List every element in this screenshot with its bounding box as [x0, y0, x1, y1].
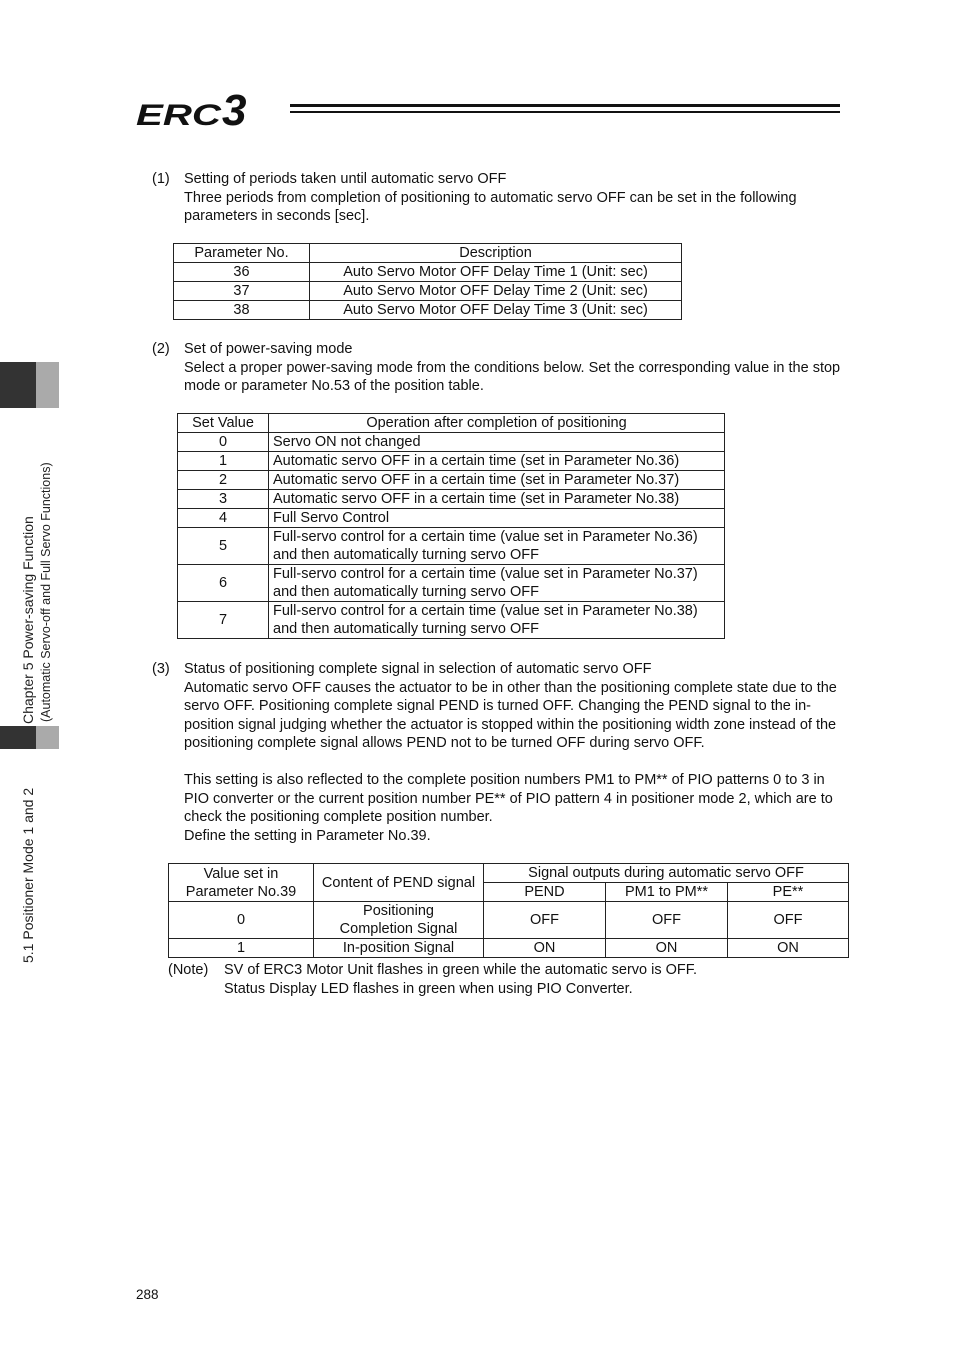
table-cell: OFF: [484, 902, 606, 939]
header-cell: Description: [310, 244, 682, 263]
parameter-table: [173, 243, 682, 320]
table-cell: 0: [178, 433, 269, 452]
table-cell: 5: [178, 528, 269, 565]
table-cell: Full-servo control for a certain time (value set in Parameter No.37) and then automatically turning servo OFF: [269, 565, 725, 602]
section-2-number: (2): [152, 341, 170, 357]
section-3-body-1: Automatic servo OFF causes the actuator to be in other than the positioning complete state due to the servo OFF. Positioning complete signal PEND is turned OFF. Changing the PEND signal to the in-position signal judging whether the actuator is stopped within the positioning width zone instead of the positioning complete signal allows PEND not to be turned OFF during servo OFF.: [184, 679, 837, 751]
table-cell: 37: [174, 282, 310, 301]
svg-text:3: 3: [222, 92, 247, 130]
header-cell: Parameter No.: [174, 244, 310, 263]
section-1-title: Setting of periods taken until automatic servo OFF: [184, 171, 507, 187]
table-cell: ON: [606, 939, 728, 958]
pend-signal-table: [168, 863, 849, 958]
table-row: [178, 433, 725, 452]
note-label: (Note): [168, 962, 209, 978]
table-row: [169, 902, 849, 939]
table-header-row: [169, 864, 849, 883]
table-cell: In-position Signal: [314, 939, 484, 958]
section-3-body-3: Define the setting in Parameter No.39.: [184, 827, 431, 844]
table-cell: Full-servo control for a certain time (value set in Parameter No.38) and then automatically turning servo OFF: [269, 602, 725, 639]
table-row: [174, 301, 682, 320]
note-line-2: Status Display LED flashes in green when using PIO Converter.: [224, 980, 633, 997]
section-tab-grey: [36, 726, 59, 749]
table-row: [178, 565, 725, 602]
header-cell: PM1 to PM**: [606, 883, 728, 902]
table-row: [178, 452, 725, 471]
table-cell: 36: [174, 263, 310, 282]
table-cell: Auto Servo Motor OFF Delay Time 1 (Unit: sec): [310, 263, 682, 282]
side-chapter-subtitle: (Automatic Servo-off and Full Servo Functions): [39, 462, 53, 722]
table-cell: 0: [169, 902, 314, 939]
header-cell: Content of PEND signal: [314, 864, 484, 902]
table-cell: Positioning Completion Signal: [314, 902, 484, 939]
side-section-title: 5.1 Positioner Mode 1 and 2: [20, 787, 36, 963]
table-cell: Automatic servo OFF in a certain time (set in Parameter No.37): [269, 471, 725, 490]
header-cell: PE**: [728, 883, 849, 902]
table-row: [178, 490, 725, 509]
table-row: [178, 602, 725, 639]
header-cell: PEND: [484, 883, 606, 902]
table-cell: Auto Servo Motor OFF Delay Time 3 (Unit: sec): [310, 301, 682, 320]
section-3-number: (3): [152, 661, 170, 677]
table-cell: Automatic servo OFF in a certain time (set in Parameter No.38): [269, 490, 725, 509]
table-row: [174, 282, 682, 301]
table-cell: Auto Servo Motor OFF Delay Time 2 (Unit: sec): [310, 282, 682, 301]
section-tab-dark: [0, 726, 36, 749]
table-cell: 1: [178, 452, 269, 471]
header-cell: Value set in Parameter No.39: [169, 864, 314, 902]
table-cell: 1: [169, 939, 314, 958]
table-cell: 38: [174, 301, 310, 320]
page-number: 288: [136, 1287, 159, 1302]
table-header-row: [178, 414, 725, 433]
table-cell: ON: [728, 939, 849, 958]
erc3-logo: [136, 92, 281, 130]
note-line-1: SV of ERC3 Motor Unit flashes in green while the automatic servo is OFF.: [224, 962, 698, 978]
svg-text:ERC: ERC: [136, 99, 223, 130]
table-cell: OFF: [728, 902, 849, 939]
section-2-title: Set of power-saving mode: [184, 341, 353, 357]
header-cell: Signal outputs during automatic servo OFF: [484, 864, 849, 883]
power-saving-mode-table: [177, 413, 725, 639]
table-row: [178, 528, 725, 565]
header-cell: Operation after completion of positioning: [269, 414, 725, 433]
table-row: [178, 471, 725, 490]
table-row: [178, 509, 725, 528]
chapter-tab-dark: [0, 362, 36, 408]
table-cell: 6: [178, 565, 269, 602]
table-cell: 4: [178, 509, 269, 528]
header-cell: Set Value: [178, 414, 269, 433]
table-cell: Full-servo control for a certain time (value set in Parameter No.36) and then automatically turning servo OFF: [269, 528, 725, 565]
section-3-body-2: This setting is also reflected to the complete position numbers PM1 to PM** of PIO patterns 0 to 3 in PIO converter or the current position number PE** of PIO pattern 4 in positioner mode 2, which are to check the positioning complete position number.: [184, 772, 833, 825]
section-2-body: Select a proper power-saving mode from the conditions below. Set the corresponding value in the stop mode or parameter No.53 of the position table.: [184, 359, 841, 394]
section-1-body: Three periods from completion of positioning to automatic servo OFF can be set in the following parameters in seconds [sec].: [184, 189, 797, 224]
header-rule-thin: [290, 111, 840, 113]
table-row: [169, 939, 849, 958]
header-rule-thick: [290, 104, 840, 107]
table-cell: OFF: [606, 902, 728, 939]
table-cell: 2: [178, 471, 269, 490]
chapter-tab-grey: [36, 362, 59, 408]
table-row: [174, 263, 682, 282]
table-header-row: [174, 244, 682, 263]
section-3-title: Status of positioning complete signal in selection of automatic servo OFF: [184, 661, 652, 677]
side-chapter-title: Chapter 5 Power-saving Function: [20, 516, 36, 724]
table-cell: ON: [484, 939, 606, 958]
table-cell: 3: [178, 490, 269, 509]
section-1-number: (1): [152, 171, 170, 187]
table-cell: Full Servo Control: [269, 509, 725, 528]
table-cell: Automatic servo OFF in a certain time (set in Parameter No.36): [269, 452, 725, 471]
table-cell: Servo ON not changed: [269, 433, 725, 452]
table-cell: 7: [178, 602, 269, 639]
